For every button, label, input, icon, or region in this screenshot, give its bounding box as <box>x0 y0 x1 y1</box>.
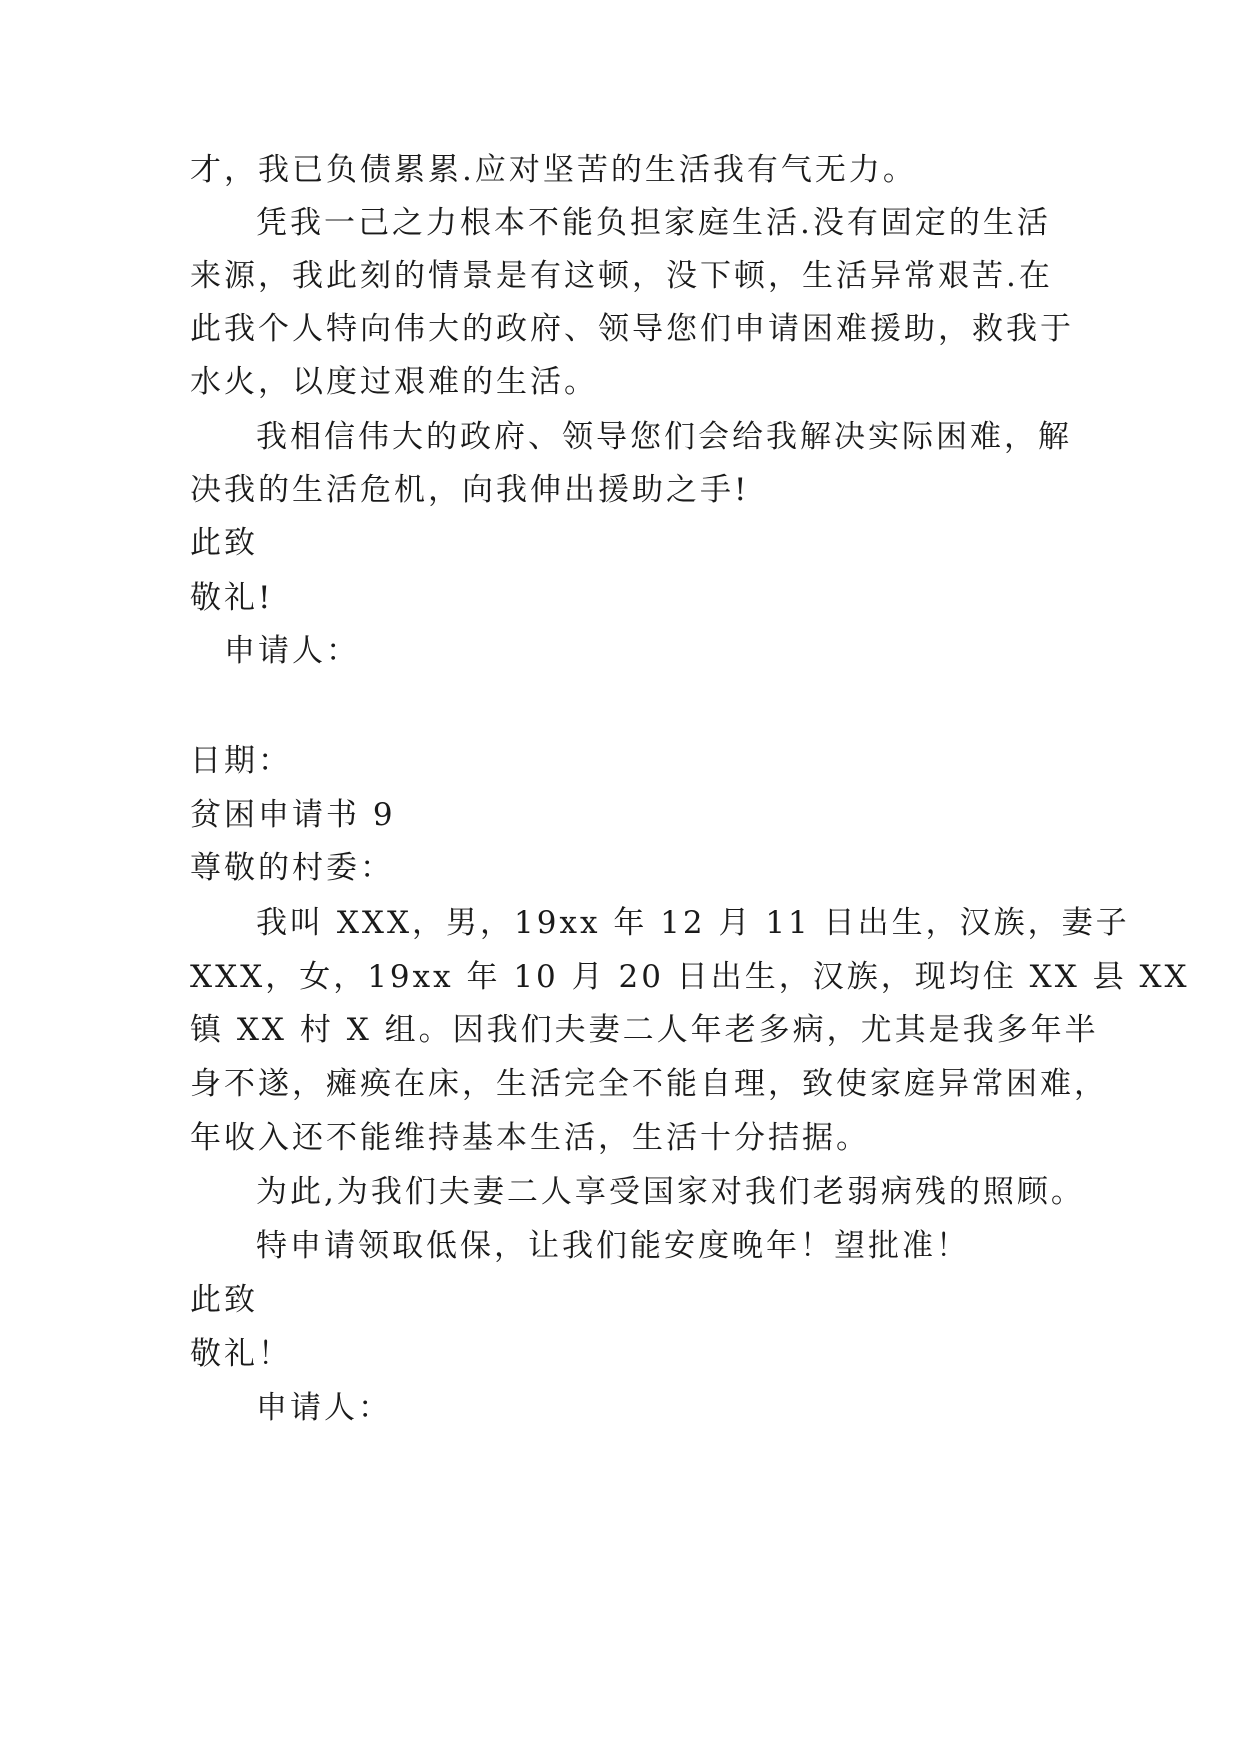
paragraph-line: 来源，我此刻的情景是有这顿，没下顿，生活异常艰苦.在 <box>190 258 1053 294</box>
closing-salutation: 此致 <box>190 1282 258 1318</box>
applicant-label: 申请人： <box>256 1390 392 1426</box>
paragraph-line: 决我的生活危机，向我伸出援助之手! <box>190 472 750 508</box>
paragraph-line: 年收入还不能维持基本生活，生活十分拮据。 <box>190 1120 870 1156</box>
applicant-label: 申请人： <box>224 633 360 669</box>
closing-salutation: 此致 <box>190 525 258 561</box>
paragraph-line: 水火，以度过艰难的生活。 <box>190 364 598 400</box>
paragraph-line: 特申请领取低保，让我们能安度晚年！望批准！ <box>256 1228 970 1264</box>
paragraph-line: 身不遂，瘫痪在床，生活完全不能自理，致使家庭异常困难， <box>190 1066 1108 1102</box>
section-title: 贫困申请书 9 <box>190 797 396 833</box>
closing-regards: 敬礼！ <box>190 1336 292 1372</box>
paragraph-line: 才，我已负债累累.应对坚苦的生活我有气无力。 <box>190 152 917 188</box>
paragraph-line: 凭我一己之力根本不能负担家庭生活.没有固定的生活 <box>256 205 1051 241</box>
paragraph-line: 镇 XX 村 X 组。因我们夫妻二人年老多病，尤其是我多年半 <box>190 1012 1099 1048</box>
date-label: 日期： <box>190 743 292 779</box>
paragraph-line: 此我个人特向伟大的政府、领导您们申请困难援助，救我于 <box>190 311 1074 347</box>
paragraph-line: 我相信伟大的政府、领导您们会给我解决实际困难，解 <box>256 419 1072 455</box>
paragraph-line: 为此,为我们夫妻二人享受国家对我们老弱病残的照顾。 <box>256 1174 1085 1210</box>
closing-regards: 敬礼! <box>190 580 274 616</box>
paragraph-line: 我叫 XXX，男，19xx 年 12 月 11 日出生，汉族，妻子 <box>256 905 1130 941</box>
paragraph-line: XXX，女，19xx 年 10 月 20 日出生，汉族，现均住 XX 县 XX <box>190 959 1190 995</box>
letter-greeting: 尊敬的村委： <box>190 850 394 886</box>
